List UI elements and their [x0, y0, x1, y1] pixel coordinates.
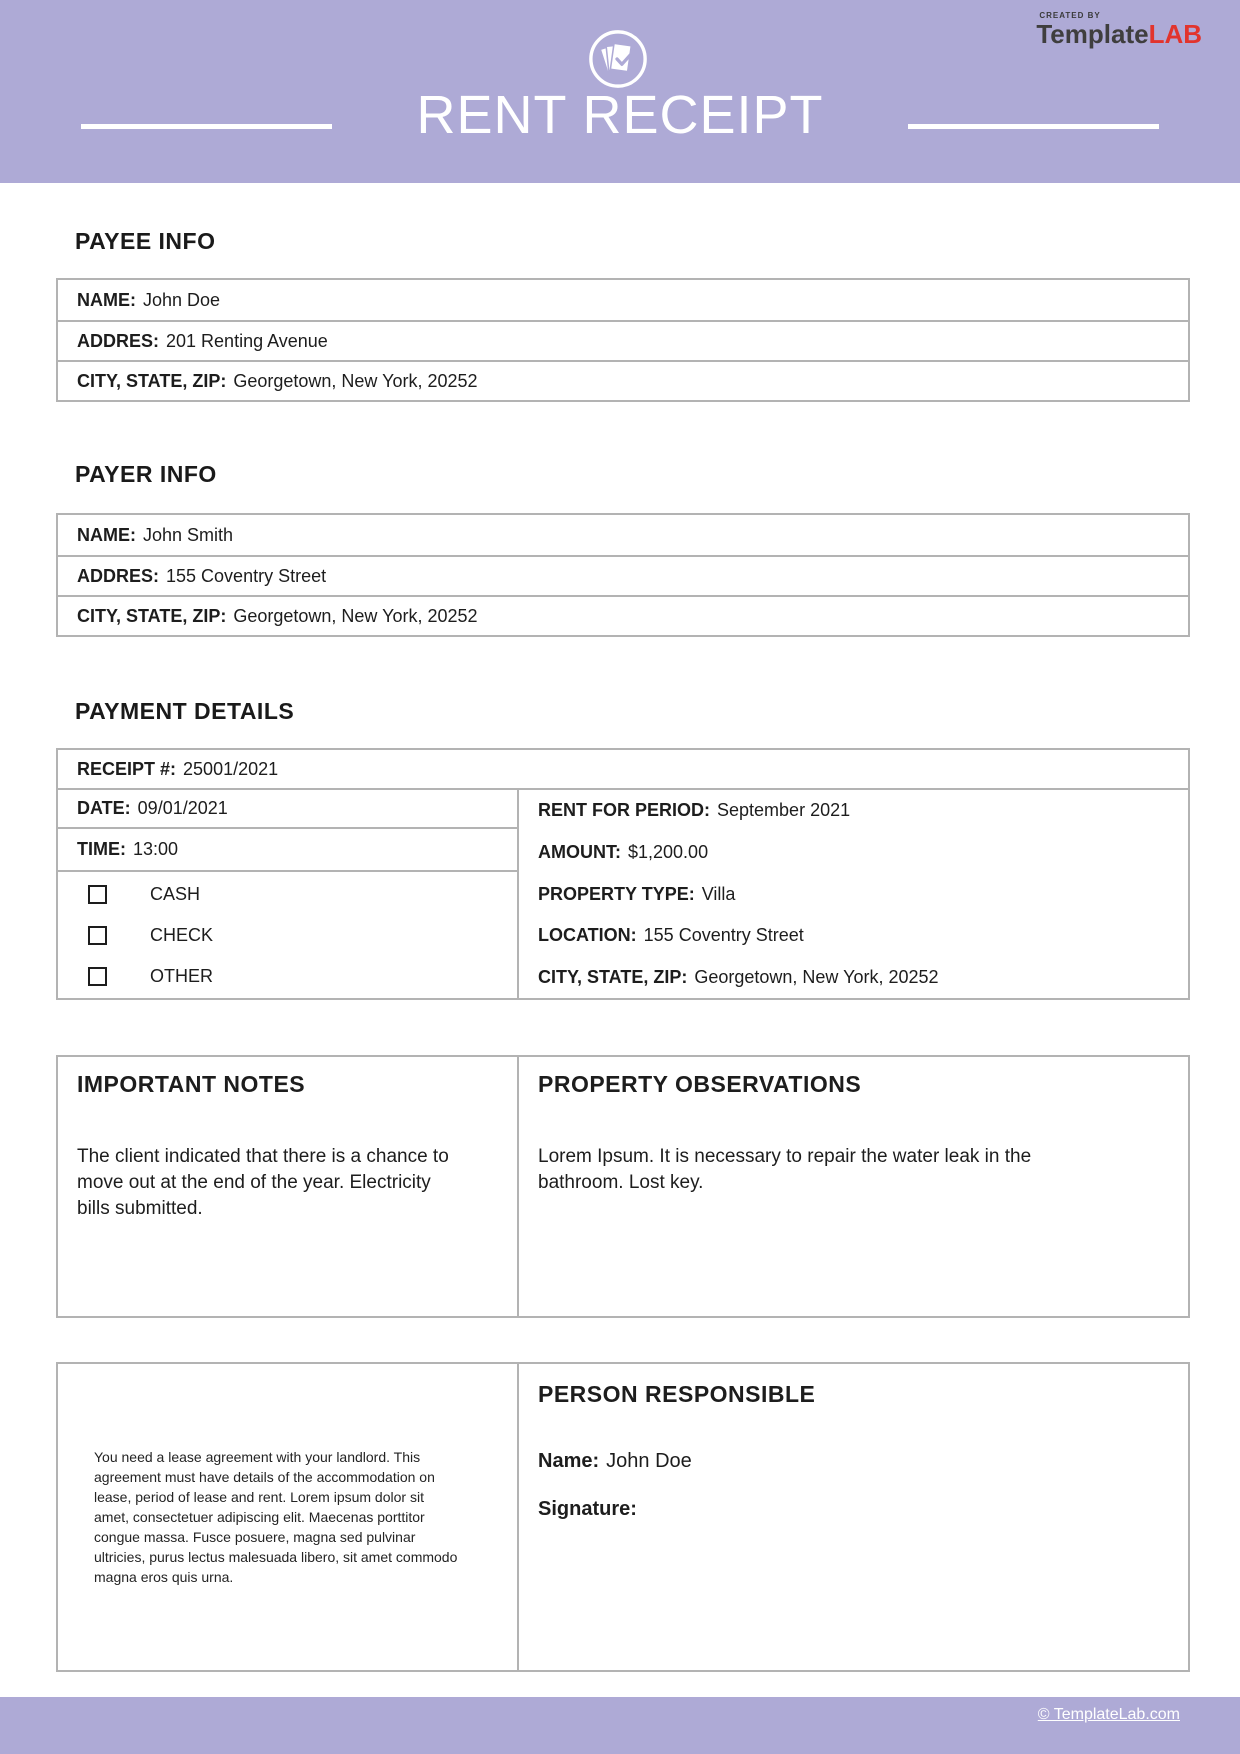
field-value: $1,200.00: [628, 841, 709, 862]
property-observations-title: PROPERTY OBSERVATIONS: [538, 1071, 862, 1097]
payee-info-title: PAYEE INFO: [75, 228, 216, 254]
field-label: ADDRES:: [77, 330, 160, 351]
field-value: 201 Renting Avenue: [166, 330, 328, 351]
field-label: Signature:: [538, 1498, 637, 1520]
city-state-zip-row: [538, 956, 1188, 998]
cash-checkbox[interactable]: [88, 885, 107, 904]
agreement-person-box: [56, 1362, 1190, 1672]
field-value: John Doe: [143, 289, 221, 310]
checkbox-label: CASH: [150, 884, 201, 905]
rent-period-row: [538, 790, 1188, 832]
field-label: CITY, STATE, ZIP:: [77, 370, 227, 391]
payee-info-table: [56, 278, 1190, 402]
person-responsible-title: PERSON RESPONSIBLE: [538, 1381, 816, 1407]
signature-row: [538, 1498, 1188, 1521]
footer-banner: [0, 1697, 1240, 1754]
payment-method-list: [58, 872, 517, 998]
payment-right-column: [519, 790, 1188, 998]
field-label: CITY, STATE, ZIP:: [77, 605, 227, 626]
field-value: 155 Coventry Street: [643, 925, 804, 946]
templatelab-link[interactable]: © TemplateLab.com: [1037, 1706, 1180, 1723]
brand-main: Template: [1036, 19, 1149, 49]
table-row: [58, 555, 1188, 595]
important-notes-text: The client indicated that there is a chance to move out at the end of the year. Electricity bills submitted.: [77, 1146, 449, 1219]
receipt-logo-icon: [587, 28, 649, 90]
field-label: PROPERTY TYPE:: [538, 883, 695, 904]
person-responsible-cell: [519, 1364, 1188, 1670]
field-label: RENT FOR PERIOD:: [538, 800, 711, 821]
other-checkbox[interactable]: [88, 967, 107, 986]
header-banner: [0, 0, 1240, 183]
receipt-number-row: [58, 750, 1188, 790]
field-label: TIME:: [77, 839, 126, 860]
field-label: NAME:: [77, 289, 136, 310]
table-row: [58, 515, 1188, 555]
time-row: [58, 829, 517, 872]
person-name-row: [538, 1450, 1188, 1473]
field-value: Villa: [701, 883, 736, 904]
field-value: 09/01/2021: [137, 798, 228, 819]
notes-observations-box: [56, 1055, 1190, 1318]
field-value: Georgetown, New York, 20252: [694, 966, 939, 987]
field-label: Name:: [538, 1450, 600, 1472]
field-value: Georgetown, New York, 20252: [233, 370, 478, 391]
field-value: 25001/2021: [183, 758, 279, 779]
brand-accent: LAB: [1148, 19, 1202, 49]
checkbox-label: CHECK: [150, 925, 214, 946]
field-label: ADDRES:: [77, 565, 160, 586]
field-value: 155 Coventry Street: [166, 565, 327, 586]
field-value: September 2021: [717, 800, 851, 821]
brand-wordmark: [1036, 19, 1202, 49]
field-value: John Doe: [606, 1450, 692, 1472]
field-label: NAME:: [77, 524, 136, 545]
important-notes-cell: [58, 1057, 519, 1316]
location-row: [538, 915, 1188, 957]
field-label: RECEIPT #:: [77, 758, 177, 779]
templatelab-logo: [1036, 12, 1202, 47]
field-value: 13:00: [133, 839, 179, 860]
field-value: Georgetown, New York, 20252: [233, 605, 478, 626]
field-label: AMOUNT:: [538, 841, 621, 862]
table-row: [58, 320, 1188, 360]
payment-method-cash: [58, 874, 517, 915]
important-notes-title: IMPORTANT NOTES: [77, 1071, 306, 1097]
payment-left-column: [58, 790, 519, 998]
payment-method-other: [58, 956, 517, 997]
payment-method-check: [58, 915, 517, 956]
property-observations-cell: [519, 1057, 1188, 1316]
payer-info-table: [56, 513, 1190, 637]
created-by-label: CREATED BY: [1039, 11, 1101, 20]
page-title: RENT RECEIPT: [416, 85, 824, 145]
table-row: [58, 595, 1188, 635]
table-row: [58, 280, 1188, 320]
payment-details-table: [56, 748, 1190, 1000]
agreement-text: You need a lease agreement with your landlord. This agreement must have details of the accommodation on lease, period of lease and rent. Lorem ipsum dolor sit amet, consectetuer adipiscing elit. Maecenas porttitor congue massa. Fusce posuere, magna sed pulvinar ultricies, purus lectus malesuada libero, sit amet commodo magna eros quis urna.: [94, 1449, 458, 1585]
field-value: John Smith: [143, 524, 234, 545]
check-checkbox[interactable]: [88, 926, 107, 945]
field-label: LOCATION:: [538, 925, 637, 946]
amount-row: [538, 832, 1188, 874]
field-label: CITY, STATE, ZIP:: [538, 966, 688, 987]
payer-info-title: PAYER INFO: [75, 461, 217, 487]
date-row: [58, 790, 517, 829]
field-label: DATE:: [77, 798, 131, 819]
property-type-row: [538, 873, 1188, 915]
agreement-cell: [58, 1364, 519, 1670]
property-observations-text: Lorem Ipsum. It is necessary to repair the water leak in the bathroom. Lost key.: [538, 1146, 1032, 1193]
payment-details-title: PAYMENT DETAILS: [75, 698, 295, 724]
checkbox-label: OTHER: [150, 966, 213, 987]
table-row: [58, 360, 1188, 400]
